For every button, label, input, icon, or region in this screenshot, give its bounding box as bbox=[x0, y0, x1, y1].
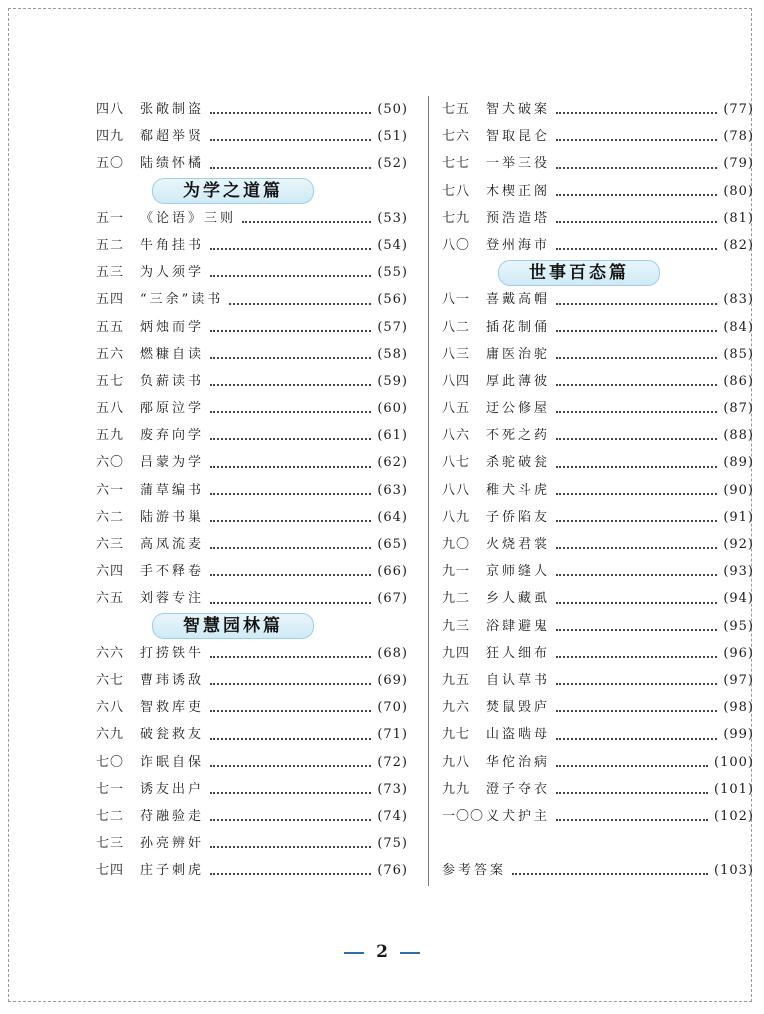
toc-entry[interactable] bbox=[96, 531, 408, 558]
entry-page: (54) bbox=[377, 237, 408, 253]
entry-title: 喜戴高帽 bbox=[486, 292, 551, 308]
entry-title: 负薪读书 bbox=[140, 373, 205, 389]
entry-number: 九八 bbox=[442, 754, 471, 770]
entry-number: 八四 bbox=[442, 373, 471, 389]
dot-leader bbox=[556, 656, 717, 658]
section-heading-label: 智慧园林篇 bbox=[152, 613, 314, 639]
toc-entry[interactable] bbox=[96, 259, 408, 286]
dot-leader bbox=[210, 738, 371, 740]
toc-entry[interactable] bbox=[96, 558, 408, 585]
entry-page: (83) bbox=[723, 292, 754, 308]
toc-entry[interactable] bbox=[442, 585, 754, 612]
entry-title: 蒲草编书 bbox=[140, 482, 205, 498]
toc-entry[interactable] bbox=[442, 776, 754, 803]
dot-leader bbox=[556, 547, 717, 549]
toc-entry[interactable] bbox=[442, 667, 754, 694]
toc-entry[interactable] bbox=[442, 613, 754, 640]
dot-leader bbox=[210, 710, 371, 712]
entry-page: (73) bbox=[377, 781, 408, 797]
entry-number: 五三 bbox=[96, 265, 125, 281]
entry-number: 五二 bbox=[96, 237, 125, 253]
entry-number: 七八 bbox=[442, 183, 471, 199]
footer-rule-left bbox=[344, 952, 364, 954]
entry-title: 打捞铁牛 bbox=[140, 645, 205, 661]
entry-page: (56) bbox=[377, 292, 408, 308]
entry-title: 庄子刺虎 bbox=[140, 863, 205, 879]
entry-number: 八〇 bbox=[442, 237, 471, 253]
toc-entry[interactable] bbox=[442, 314, 754, 341]
dot-leader bbox=[210, 792, 371, 794]
toc-entry[interactable] bbox=[96, 830, 408, 857]
entry-page: (63) bbox=[377, 482, 408, 498]
dot-leader bbox=[210, 248, 371, 250]
entry-title: 狂人细布 bbox=[486, 645, 551, 661]
toc-entry[interactable] bbox=[96, 150, 408, 177]
entry-page: (81) bbox=[723, 210, 754, 226]
toc-entry[interactable] bbox=[96, 776, 408, 803]
entry-title: 孙亮辨奸 bbox=[140, 836, 205, 852]
entry-number: 六六 bbox=[96, 645, 125, 661]
section-heading-label: 世事百态篇 bbox=[498, 260, 660, 286]
dot-leader bbox=[210, 873, 371, 875]
toc-entry[interactable] bbox=[96, 477, 408, 504]
entry-page: (77) bbox=[723, 102, 754, 117]
dot-leader bbox=[210, 112, 371, 114]
toc-reference-row[interactable] bbox=[442, 857, 754, 884]
toc-entry[interactable] bbox=[96, 232, 408, 259]
entry-page: (84) bbox=[723, 319, 754, 335]
entry-number: 六八 bbox=[96, 700, 125, 716]
toc-entry[interactable] bbox=[96, 504, 408, 531]
entry-page: (100) bbox=[714, 754, 754, 770]
toc-entry[interactable] bbox=[442, 449, 754, 476]
entry-page: (90) bbox=[723, 482, 754, 498]
entry-page: (85) bbox=[723, 346, 754, 362]
toc-entry[interactable] bbox=[96, 803, 408, 830]
entry-page: (69) bbox=[377, 672, 408, 688]
entry-number: 八九 bbox=[442, 509, 471, 525]
dot-leader bbox=[210, 357, 371, 359]
section-heading bbox=[96, 178, 408, 205]
entry-title: 诱友出户 bbox=[140, 781, 205, 797]
entry-page: (74) bbox=[377, 808, 408, 824]
dot-leader bbox=[556, 574, 717, 576]
entry-page: (80) bbox=[723, 183, 754, 199]
column-divider bbox=[428, 96, 429, 886]
entry-number: 六九 bbox=[96, 727, 125, 743]
entry-page: (95) bbox=[723, 618, 754, 634]
toc-entry[interactable] bbox=[96, 123, 408, 150]
entry-number: 七七 bbox=[442, 156, 471, 172]
toc-entry[interactable] bbox=[442, 96, 754, 123]
toc-entry[interactable] bbox=[96, 721, 408, 748]
toc-entry[interactable] bbox=[442, 477, 754, 504]
dot-leader bbox=[556, 629, 717, 631]
dot-leader bbox=[210, 819, 371, 821]
toc-entry[interactable] bbox=[96, 749, 408, 776]
entry-title: 手不释卷 bbox=[140, 564, 205, 580]
toc-entry[interactable] bbox=[96, 205, 408, 232]
entry-title: 智犬破案 bbox=[486, 102, 551, 117]
entry-page: (65) bbox=[377, 537, 408, 552]
entry-title: 陆游书巢 bbox=[140, 509, 205, 525]
dot-leader bbox=[210, 602, 371, 604]
entry-number: 八二 bbox=[442, 319, 471, 335]
entry-number: 五五 bbox=[96, 319, 125, 335]
dot-leader bbox=[210, 139, 371, 141]
entry-number: 七九 bbox=[442, 210, 471, 226]
entry-number: 六七 bbox=[96, 672, 125, 688]
entry-title: 一举三役 bbox=[486, 156, 551, 172]
dot-leader bbox=[210, 765, 371, 767]
entry-number: 五七 bbox=[96, 373, 125, 389]
entry-number: 六一 bbox=[96, 482, 125, 498]
entry-number: 九三 bbox=[442, 618, 471, 634]
page-footer bbox=[0, 942, 764, 962]
footer-rule-right bbox=[400, 952, 420, 954]
entry-number: 六三 bbox=[96, 537, 125, 552]
entry-page: (99) bbox=[723, 727, 754, 743]
toc-entry[interactable] bbox=[442, 205, 754, 232]
section-heading-label: 为学之道篇 bbox=[152, 178, 314, 204]
entry-title: 智救库吏 bbox=[140, 700, 205, 716]
dot-leader bbox=[210, 656, 371, 658]
dot-leader bbox=[210, 384, 371, 386]
page-number: 2 bbox=[376, 942, 388, 962]
dot-leader bbox=[556, 384, 717, 386]
toc-entry[interactable] bbox=[442, 504, 754, 531]
entry-number: 八一 bbox=[442, 292, 471, 308]
entry-title: 刘蓉专注 bbox=[140, 591, 205, 607]
section-heading bbox=[442, 259, 754, 286]
dot-leader bbox=[556, 357, 717, 359]
entry-title: 厚此薄彼 bbox=[486, 373, 551, 389]
dot-leader bbox=[229, 303, 371, 305]
dot-leader bbox=[210, 411, 371, 413]
dot-leader bbox=[556, 303, 717, 305]
entry-number: 九二 bbox=[442, 591, 471, 607]
dot-leader bbox=[210, 466, 371, 468]
entry-title: 苻融验走 bbox=[140, 808, 205, 824]
dot-leader bbox=[210, 520, 371, 522]
entry-number: 六五 bbox=[96, 591, 125, 607]
dot-leader bbox=[210, 438, 371, 440]
dot-leader bbox=[556, 194, 717, 196]
entry-page: (70) bbox=[377, 700, 408, 716]
toc-entry[interactable] bbox=[96, 368, 408, 395]
dot-leader bbox=[242, 221, 371, 223]
entry-page: (64) bbox=[377, 509, 408, 525]
entry-title: 登州海市 bbox=[486, 237, 551, 253]
dot-leader bbox=[512, 873, 708, 875]
entry-number: 八三 bbox=[442, 346, 471, 362]
entry-page: (75) bbox=[377, 836, 408, 852]
entry-number: 九五 bbox=[442, 672, 471, 688]
dot-leader bbox=[556, 221, 717, 223]
toc-entry[interactable] bbox=[442, 395, 754, 422]
dot-leader bbox=[556, 139, 717, 141]
entry-title: 京师缝人 bbox=[486, 564, 551, 580]
entry-title: 炳烛而学 bbox=[140, 319, 205, 335]
toc-entry[interactable] bbox=[96, 667, 408, 694]
entry-title: 破瓮救友 bbox=[140, 727, 205, 743]
entry-number: 一〇〇 bbox=[442, 808, 485, 824]
toc-entry[interactable] bbox=[442, 368, 754, 395]
toc-entry[interactable] bbox=[96, 449, 408, 476]
entry-number: 四八 bbox=[96, 102, 125, 117]
entry-page: (76) bbox=[377, 863, 408, 879]
entry-page: (57) bbox=[377, 319, 408, 335]
entry-page: (86) bbox=[723, 373, 754, 389]
toc-entry[interactable] bbox=[442, 694, 754, 721]
entry-number: 七一 bbox=[96, 781, 125, 797]
entry-page: (89) bbox=[723, 455, 754, 471]
entry-page: (79) bbox=[723, 156, 754, 172]
entry-title: 自认草书 bbox=[486, 672, 551, 688]
entry-title: 插花制俑 bbox=[486, 319, 551, 335]
entry-page: (50) bbox=[377, 102, 408, 117]
toc-entry[interactable] bbox=[442, 531, 754, 558]
dot-leader bbox=[556, 248, 717, 250]
entry-number: 九九 bbox=[442, 781, 471, 797]
section-heading bbox=[96, 613, 408, 640]
entry-page: (62) bbox=[377, 455, 408, 471]
toc-entry[interactable] bbox=[442, 803, 754, 830]
entry-number: 九七 bbox=[442, 727, 471, 743]
entry-page: (71) bbox=[377, 727, 408, 743]
toc-entry[interactable] bbox=[442, 150, 754, 177]
entry-page: (87) bbox=[723, 401, 754, 417]
entry-page: (92) bbox=[723, 537, 754, 552]
entry-page: (60) bbox=[377, 401, 408, 417]
dot-leader bbox=[556, 792, 708, 794]
entry-title: 郗超举贤 bbox=[140, 129, 205, 145]
toc-entry[interactable] bbox=[96, 286, 408, 313]
dot-leader bbox=[556, 819, 708, 821]
entry-title: 牛角挂书 bbox=[140, 237, 205, 253]
entry-number: 九〇 bbox=[442, 537, 471, 552]
dot-leader bbox=[556, 602, 717, 604]
entry-title: 稚犬斗虎 bbox=[486, 482, 551, 498]
dot-leader bbox=[556, 520, 717, 522]
entry-page: (61) bbox=[377, 428, 408, 444]
toc-spacer bbox=[442, 830, 754, 857]
entry-number: 四九 bbox=[96, 129, 125, 145]
toc-left-column bbox=[96, 96, 408, 884]
entry-page: (91) bbox=[723, 509, 754, 525]
toc-entry[interactable] bbox=[442, 640, 754, 667]
toc-entry[interactable] bbox=[96, 341, 408, 368]
dot-leader bbox=[556, 112, 717, 114]
entry-page: (96) bbox=[723, 645, 754, 661]
dot-leader bbox=[556, 438, 717, 440]
entry-page: (59) bbox=[377, 373, 408, 389]
entry-number: 六二 bbox=[96, 509, 125, 525]
entry-number: 七二 bbox=[96, 808, 125, 824]
entry-title: 《论语》三则 bbox=[140, 210, 237, 226]
entry-number: 八五 bbox=[442, 401, 471, 417]
entry-title: 诈眠自保 bbox=[140, 754, 205, 770]
entry-page: (93) bbox=[723, 564, 754, 580]
entry-title: 废弃向学 bbox=[140, 428, 205, 444]
dot-leader bbox=[556, 330, 717, 332]
entry-number: 六〇 bbox=[96, 455, 125, 471]
entry-number: 七六 bbox=[442, 129, 471, 145]
entry-title: 火烧君裳 bbox=[486, 537, 551, 552]
toc-entry[interactable] bbox=[442, 178, 754, 205]
entry-page: (68) bbox=[377, 645, 408, 661]
entry-page: (88) bbox=[723, 428, 754, 444]
toc-entry[interactable] bbox=[442, 286, 754, 313]
entry-number: 七〇 bbox=[96, 754, 125, 770]
entry-number: 七三 bbox=[96, 836, 125, 852]
entry-title: 浴肆避鬼 bbox=[486, 618, 551, 634]
toc-entry[interactable] bbox=[442, 721, 754, 748]
entry-title: 庸医治驼 bbox=[486, 346, 551, 362]
dot-leader bbox=[556, 466, 717, 468]
entry-page: (53) bbox=[377, 210, 408, 226]
entry-number: 九一 bbox=[442, 564, 471, 580]
entry-title: 澄子夺衣 bbox=[486, 781, 551, 797]
entry-number: 五一 bbox=[96, 210, 125, 226]
entry-title: 燃糠自读 bbox=[140, 346, 205, 362]
entry-number: 五九 bbox=[96, 428, 125, 444]
entry-title: 张敞制盗 bbox=[140, 102, 205, 117]
entry-page: (72) bbox=[377, 754, 408, 770]
dot-leader bbox=[556, 710, 717, 712]
entry-title: 高凤流麦 bbox=[140, 537, 205, 552]
entry-page: (97) bbox=[723, 672, 754, 688]
entry-number: 六四 bbox=[96, 564, 125, 580]
dot-leader bbox=[210, 275, 371, 277]
dot-leader bbox=[210, 493, 371, 495]
entry-number: 五六 bbox=[96, 346, 125, 362]
toc-entry[interactable] bbox=[442, 749, 754, 776]
dot-leader bbox=[556, 738, 717, 740]
dot-leader bbox=[210, 683, 371, 685]
entry-title: 曹玮诱敌 bbox=[140, 672, 205, 688]
entry-page: (102) bbox=[714, 808, 754, 824]
dot-leader bbox=[210, 846, 371, 848]
entry-number: 八六 bbox=[442, 428, 471, 444]
entry-page: (101) bbox=[714, 781, 754, 797]
toc-entry[interactable] bbox=[442, 422, 754, 449]
entry-page: (58) bbox=[377, 346, 408, 362]
entry-number: 九六 bbox=[442, 700, 471, 716]
entry-title: 智取昆仑 bbox=[486, 129, 551, 145]
entry-page: (98) bbox=[723, 700, 754, 716]
entry-page: (67) bbox=[377, 591, 408, 607]
entry-number: 五四 bbox=[96, 292, 125, 308]
entry-number: 五〇 bbox=[96, 156, 125, 172]
entry-number: 七四 bbox=[96, 863, 125, 879]
toc-entry[interactable] bbox=[442, 341, 754, 368]
entry-title: 杀驼破瓮 bbox=[486, 455, 551, 471]
entry-title: 木楔正阁 bbox=[486, 183, 551, 199]
dot-leader bbox=[210, 574, 371, 576]
dot-leader bbox=[210, 167, 371, 169]
entry-number: 八八 bbox=[442, 482, 471, 498]
toc-entry[interactable] bbox=[96, 585, 408, 612]
dot-leader bbox=[556, 683, 717, 685]
toc-entry[interactable] bbox=[96, 96, 408, 123]
entry-number: 五八 bbox=[96, 401, 125, 417]
entry-title: 吕蒙为学 bbox=[140, 455, 205, 471]
entry-title: 邴原泣学 bbox=[140, 401, 205, 417]
toc-entry[interactable] bbox=[96, 422, 408, 449]
entry-title: 乡人藏虱 bbox=[486, 591, 551, 607]
toc-entry[interactable] bbox=[442, 123, 754, 150]
entry-number: 七五 bbox=[442, 102, 471, 117]
toc-entry[interactable] bbox=[96, 857, 408, 884]
dot-leader bbox=[556, 765, 708, 767]
dot-leader bbox=[556, 411, 717, 413]
entry-title: 为人须学 bbox=[140, 265, 205, 281]
entry-title: 不死之药 bbox=[486, 428, 551, 444]
entry-title: 参考答案 bbox=[442, 863, 507, 879]
entry-page: (66) bbox=[377, 564, 408, 580]
entry-page: (51) bbox=[377, 129, 408, 145]
dot-leader bbox=[210, 330, 371, 332]
entry-title: 迂公修屋 bbox=[486, 401, 551, 417]
entry-page: (55) bbox=[377, 265, 408, 281]
entry-page: (94) bbox=[723, 591, 754, 607]
dot-leader bbox=[556, 493, 717, 495]
toc-entry[interactable] bbox=[442, 558, 754, 585]
entry-page: (78) bbox=[723, 129, 754, 145]
toc-entry[interactable] bbox=[442, 232, 754, 259]
entry-title: 焚鼠毁庐 bbox=[486, 700, 551, 716]
toc-right-column bbox=[442, 96, 754, 884]
entry-title: 陆绩怀橘 bbox=[140, 156, 205, 172]
entry-title: 华佗治病 bbox=[486, 754, 551, 770]
entry-page: (82) bbox=[723, 237, 754, 253]
entry-number: 九四 bbox=[442, 645, 471, 661]
dot-leader bbox=[210, 547, 371, 549]
entry-title: “三余”读书 bbox=[140, 292, 224, 308]
entry-title: 预浩造塔 bbox=[486, 210, 551, 226]
toc-entry[interactable] bbox=[96, 395, 408, 422]
entry-title: 子侨陷友 bbox=[486, 509, 551, 525]
entry-title: 山盗啮母 bbox=[486, 727, 551, 743]
toc-entry[interactable] bbox=[96, 694, 408, 721]
entry-page: (52) bbox=[377, 156, 408, 172]
toc-entry[interactable] bbox=[96, 640, 408, 667]
dot-leader bbox=[556, 167, 717, 169]
entry-page: (103) bbox=[714, 863, 754, 879]
toc-entry[interactable] bbox=[96, 314, 408, 341]
entry-number: 八七 bbox=[442, 455, 471, 471]
entry-title: 义犬护主 bbox=[486, 808, 551, 824]
